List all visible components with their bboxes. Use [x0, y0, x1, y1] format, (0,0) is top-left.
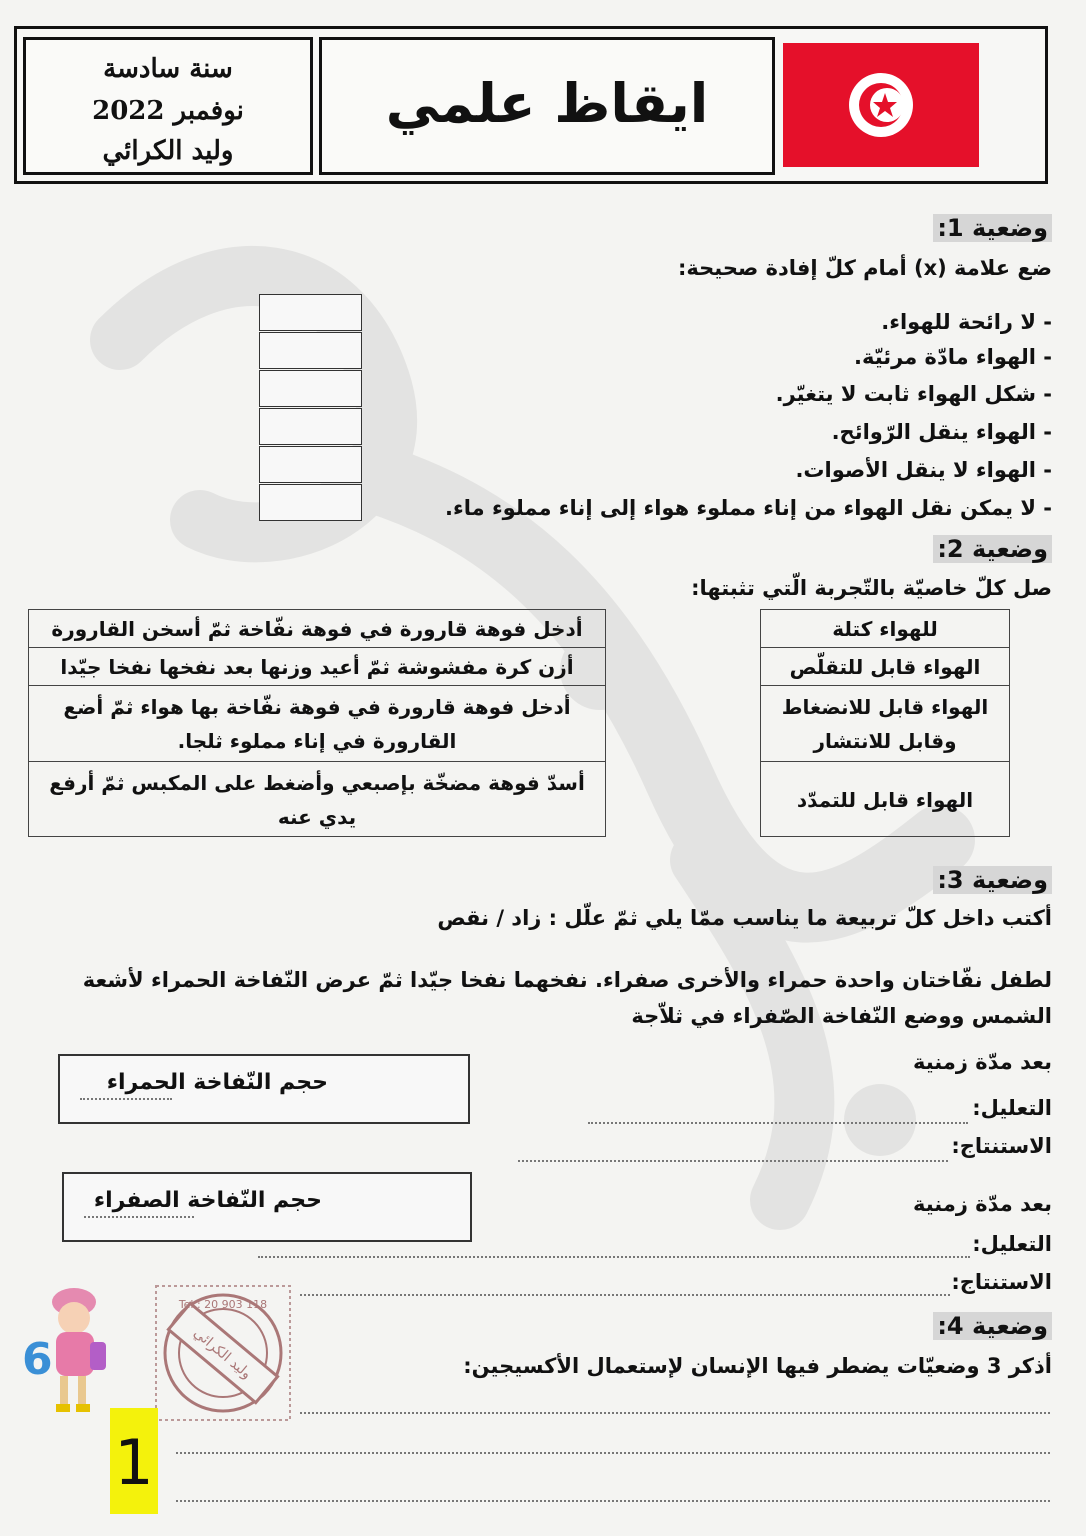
- conclusion-label: الاستنتاج:: [951, 1270, 1052, 1294]
- page-number: 1: [110, 1408, 158, 1514]
- answer-checkbox[interactable]: [259, 446, 362, 483]
- flag-box: [781, 37, 1039, 175]
- justification-line[interactable]: [258, 1256, 970, 1258]
- answer-dots: [80, 1098, 172, 1100]
- property-cell[interactable]: الهواء قابل للتقلّص: [761, 648, 1009, 686]
- answer-checkbox[interactable]: [259, 294, 362, 331]
- s3-text: لطفل نفّاختان واحدة حمراء والأخرى صفراء. نفخهما نفخا جيّدا ثمّ عرض النّفاخة الحمراء لأشعة الشمس ووضع النّفاخة الصّفراء في ثلاّجة: [82, 968, 1052, 1028]
- answer-line[interactable]: [176, 1500, 1050, 1502]
- header: [14, 26, 1048, 184]
- justification-label: التعليل:: [972, 1096, 1052, 1120]
- stamp-seal-icon: [152, 1282, 294, 1424]
- s4-heading: وضعية 4:: [933, 1312, 1052, 1340]
- property-cell[interactable]: الهواء قابل للتمدّد: [796, 788, 974, 812]
- s3-instruction: أكتب داخل كلّ تربيعة ما يناسب ممّا يلي ثمّ علّل : زاد / نقص: [437, 906, 1052, 930]
- svg-text:Tel : 20 903 118: Tel : 20 903 118: [178, 1298, 268, 1311]
- red-balloon-box[interactable]: [58, 1054, 470, 1124]
- grade-label: سنة سادسة: [103, 54, 233, 84]
- answer-checkbox[interactable]: [259, 332, 362, 369]
- s2-heading: وضعية 2:: [933, 535, 1052, 563]
- justification-label: التعليل:: [972, 1232, 1052, 1256]
- red-balloon-label: حجم النّفاخة الحمراء: [106, 1070, 328, 1095]
- property-cell[interactable]: الهواء قابل للانضغاط وقابل للانتشار: [761, 686, 1009, 762]
- s1-item: - الهواء لا ينقل الأصوات.: [795, 458, 1052, 482]
- s4-instruction: أذكر 3 وضعيّات يضطر فيها الإنسان لإستعمال الأكسيجين:: [463, 1354, 1052, 1378]
- experiment-cell[interactable]: أدخل فوهة قارورة في فوهة نفّاخة بها هواء ثمّ أضع القارورة في إناء مملوء ثلجا.: [29, 686, 605, 762]
- s3-heading: وضعية 3:: [933, 866, 1052, 894]
- s1-item: - شكل الهواء ثابت لا يتغيّر.: [775, 382, 1052, 406]
- s2-instruction: صل كلّ خاصيّة بالتّجربة الّتي تثبتها:: [691, 576, 1052, 600]
- after-time-label: بعد مدّة زمنية: [913, 1050, 1052, 1074]
- conclusion-label: الاستنتاج:: [951, 1134, 1052, 1158]
- flag-disc: [849, 73, 913, 137]
- experiment-cell[interactable]: أسدّ فوهة مضخّة بإصبعي وأضغط على المكبس ثمّ أرفع يدي عنه: [49, 771, 585, 829]
- answer-dots: [84, 1216, 194, 1218]
- properties-table: [760, 609, 1010, 837]
- date-label: نوفمبر 2022: [92, 96, 244, 126]
- yellow-balloon-box[interactable]: [62, 1172, 472, 1242]
- grade-badge: 6: [22, 1334, 53, 1385]
- experiments-table: [28, 609, 606, 837]
- property-cell[interactable]: للهواء كتلة: [761, 610, 1009, 648]
- experiment-cell[interactable]: أزن كرة مفشوشة ثمّ أعيد وزنها بعد نفخها نفخا جيّدا: [29, 648, 605, 686]
- answer-checkbox[interactable]: [259, 484, 362, 521]
- header-info-box: [23, 37, 313, 175]
- svg-text:وليد الكرائي: وليد الكرائي: [190, 1325, 255, 1383]
- header-title-box: [319, 37, 775, 175]
- justification-line[interactable]: [588, 1122, 968, 1124]
- s1-heading: وضعية 1:: [933, 214, 1052, 242]
- conclusion-line[interactable]: [518, 1160, 948, 1162]
- conclusion-line[interactable]: [300, 1294, 950, 1296]
- author-stamp: [152, 1282, 294, 1424]
- s1-item: - لا رائحة للهواء.: [881, 310, 1052, 334]
- yellow-balloon-label: حجم النّفاخة الصفراء: [93, 1188, 322, 1213]
- s1-item: - الهواء مادّة مرئيّة.: [854, 345, 1052, 369]
- answer-line[interactable]: [176, 1452, 1050, 1454]
- author-label: وليد الكرائي: [102, 136, 234, 166]
- answer-checkbox[interactable]: [259, 370, 362, 407]
- tunisia-flag-icon: [783, 43, 979, 167]
- crescent-star-icon: [849, 73, 913, 137]
- s1-item: - لا يمكن نقل الهواء من إناء مملوء هواء إلى إناء مملوء ماء.: [445, 496, 1052, 520]
- page-title: ايقاظ علمي: [385, 72, 709, 135]
- s1-instruction: ضع علامة (x) أمام كلّ إفادة صحيحة:: [678, 256, 1052, 280]
- s1-item: - الهواء ينقل الرّوائح.: [831, 420, 1052, 444]
- answer-checkbox[interactable]: [259, 408, 362, 445]
- after-time-label: بعد مدّة زمنية: [913, 1192, 1052, 1216]
- answer-line[interactable]: [300, 1412, 1050, 1414]
- experiment-cell[interactable]: أدخل فوهة قارورة في فوهة نفّاخة ثمّ أسخن القارورة: [29, 610, 605, 648]
